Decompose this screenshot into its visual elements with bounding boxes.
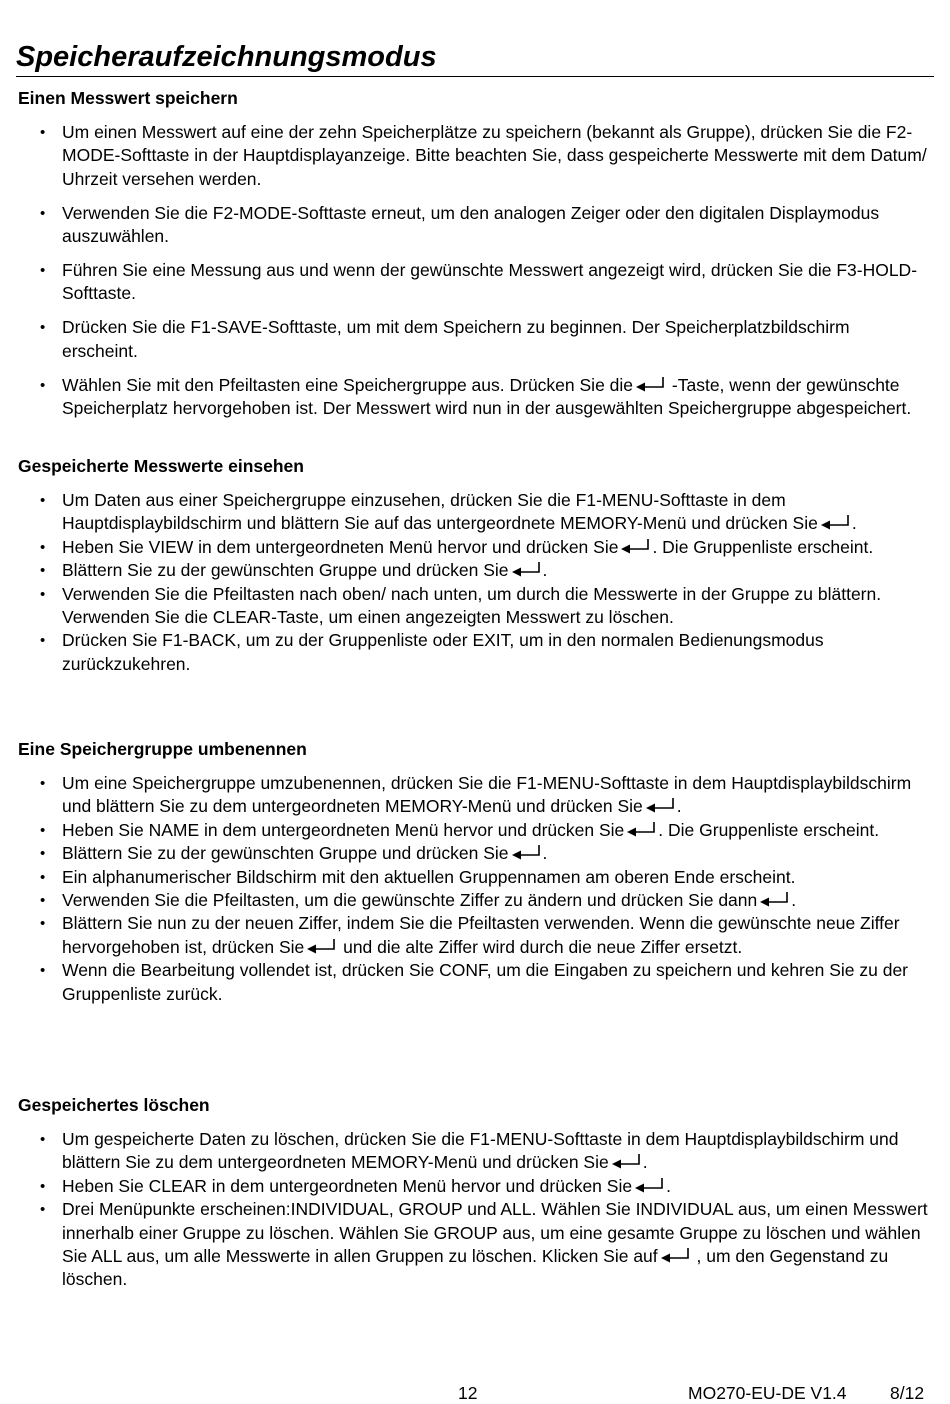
list-item-text: Um gespeicherte Daten zu löschen, drücken Sie die F1-MENU-Softtaste in dem Hauptdisplaybildschirm und blättern Sie zu dem untergeordneten MEMORY-Menü und drücken Sie [62, 1129, 899, 1173]
list-item-text: . Die Gruppenliste erscheint. [652, 536, 874, 557]
list-item-text: . [542, 843, 548, 864]
list-item-text: Führen Sie eine Messung aus und wenn der gewünschte Messwert angezeigt wird, drücken Sie die F3-HOLD-Softtaste. [62, 260, 918, 304]
list-item [18, 316, 930, 363]
enter-return-arrow-icon [660, 1249, 690, 1263]
enter-return-arrow-icon [759, 893, 789, 907]
list-item-text: Blättern Sie nun zu der neuen Ziffer, indem Sie die Pfeiltasten verwenden. Wenn die gewünschte neue Ziffer hervorgehoben ist, drücken Sie [62, 913, 900, 957]
list-item-text: Blättern Sie zu der gewünschten Gruppe und drücken Sie [62, 843, 509, 864]
bullet-list [18, 121, 930, 420]
list-item-text: , um den Gegenstand zu löschen. [62, 1246, 889, 1290]
enter-return-arrow-icon [511, 563, 541, 577]
section-heading: Gespeichertes löschen [18, 1095, 210, 1115]
list-item [18, 259, 930, 306]
enter-return-arrow-icon [635, 378, 665, 392]
list-item-text: . [642, 1152, 648, 1173]
list-item-text: Wählen Sie mit den Pfeiltasten eine Speichergruppe aus. Drücken Sie die [62, 374, 634, 395]
list-item-text: Verwenden Sie die F2-MODE-Softtaste erneut, um den analogen Zeiger oder den digitalen Displaymodus auszuwählen. [62, 202, 880, 247]
list-item [18, 559, 930, 582]
list-item-text: . [542, 560, 548, 581]
list-item-text: -Taste, wenn der gewünschte Speicherplatz hervorgehoben ist. Der Messwert wird nun in der ausgewählten Speichergruppe abgespeichert. [62, 374, 912, 419]
list-item-text: Blättern Sie zu der gewünschten Gruppe und drücken Sie [62, 560, 509, 581]
list-item-text: . [851, 513, 857, 534]
list-item-text: Um Daten aus einer Speichergruppe einzusehen, drücken Sie die F1-MENU-Softtaste in dem Hauptdisplaybildschirm und blättern Sie auf das untergeordnete MEMORY-Menü und drücken Sie [62, 490, 818, 534]
enter-return-arrow-icon [645, 799, 675, 813]
list-item-text: . [666, 1175, 671, 1196]
section-heading: Eine Speichergruppe umbenennen [18, 739, 307, 759]
section-view-readings [18, 455, 930, 676]
enter-return-arrow-icon [634, 1179, 664, 1193]
list-item [18, 583, 930, 630]
bullet-list [18, 1128, 930, 1292]
enter-return-arrow-icon [620, 540, 650, 554]
section-heading: Einen Messwert speichern [18, 88, 238, 108]
enter-return-arrow-icon [626, 823, 656, 837]
list-item [18, 819, 930, 842]
list-item-text: Ein alphanumerischer Bildschirm mit den aktuellen Gruppennamen am oberen Ende erscheint. [62, 866, 796, 887]
list-item [18, 889, 930, 912]
list-item-text: Heben Sie NAME in dem untergeordneten Menü hervor und drücken Sie [62, 819, 625, 840]
list-item [18, 489, 930, 536]
list-item [18, 866, 930, 889]
list-item-text: Drei Menüpunkte erscheinen:INDIVIDUAL, GROUP und ALL. Wählen Sie INDIVIDUAL aus, um einen Messwert innerhalb einer Gruppe zu löschen. Wählen Sie GROUP aus, um eine gesamte Gruppe zu löschen und wählen Sie ALL aus, um alle Messwerte in allen Gruppen zu löschen. Klicken Sie auf [62, 1199, 928, 1267]
bullet-list [18, 772, 930, 1006]
list-item [18, 629, 930, 676]
page-number: 12 [458, 1383, 478, 1403]
list-item [18, 772, 930, 819]
list-item-text: . Die Gruppenliste erscheint. [658, 819, 880, 840]
section-delete-stored [18, 1094, 930, 1292]
list-item [18, 842, 930, 865]
list-item [18, 959, 930, 1006]
list-item [18, 1198, 930, 1292]
list-item-text: Heben Sie VIEW in dem untergeordneten Menü hervor und drücken Sie [62, 536, 619, 557]
list-item [18, 536, 930, 559]
list-item-text: Heben Sie CLEAR in dem untergeordneten Menü hervor und drücken Sie [62, 1175, 633, 1196]
list-item-text: Um eine Speichergruppe umzubenennen, drücken Sie die F1-MENU-Softtaste in dem Hauptdisplaybildschirm und blättern Sie zu dem untergeordneten MEMORY-Menü und drücken Sie [62, 773, 912, 817]
section-rename-group [18, 738, 930, 1006]
list-item-text: . [676, 796, 682, 817]
list-item [18, 1175, 930, 1198]
section-heading: Gespeicherte Messwerte einsehen [18, 456, 304, 476]
enter-return-arrow-icon [511, 846, 541, 860]
page-of-count: 8/12 [890, 1383, 925, 1403]
enter-return-arrow-icon [611, 1155, 641, 1169]
list-item [18, 374, 930, 421]
bullet-list [18, 489, 930, 676]
list-item-text: Um einen Messwert auf eine der zehn Speicherplätze zu speichern (bekannt als Gruppe), drücken Sie die F2-MODE-Softtaste in der Hauptdisplayanzeige. Bitte beachten Sie, dass gespeicherte Messwerte mit dem Datum/ Uhrzeit versehen werden. [62, 122, 927, 189]
list-item-text: Verwenden Sie die Pfeiltasten nach oben/ nach unten, um durch die Messwerte in der Gruppe zu blättern. Verwenden Sie die CLEAR-Taste, um einen angezeigten Messwert zu löschen. [62, 583, 882, 628]
list-item [18, 912, 930, 959]
list-item [18, 202, 930, 249]
list-item-text: . [791, 890, 797, 911]
list-item-text: Drücken Sie die F1-SAVE-Softtaste, um mit dem Speichern zu beginnen. Der Speicherplatzbildschirm erscheint. [62, 317, 850, 361]
page-title: Speicheraufzeichnungsmodus [16, 40, 934, 77]
list-item [18, 1128, 930, 1175]
list-item-text: und die alte Ziffer wird durch die neue Ziffer ersetzt. [338, 936, 743, 957]
document-id: MO270-EU-DE V1.4 [688, 1383, 847, 1403]
list-item-text: Drücken Sie F1-BACK, um zu der Gruppenliste oder EXIT, um in den normalen Bedienungsmodus zurückzukehren. [62, 630, 824, 674]
list-item-text: Wenn die Bearbeitung vollendet ist, drücken Sie CONF, um die Eingaben zu speichern und kehren Sie zu der Gruppenliste zurück. [62, 960, 909, 1004]
enter-return-arrow-icon [820, 516, 850, 530]
list-item [18, 121, 930, 191]
list-item-text: Verwenden Sie die Pfeiltasten, um die gewünschte Ziffer zu ändern und drücken Sie dann [62, 890, 758, 911]
section-save-reading [18, 87, 930, 420]
enter-return-arrow-icon [306, 940, 336, 954]
